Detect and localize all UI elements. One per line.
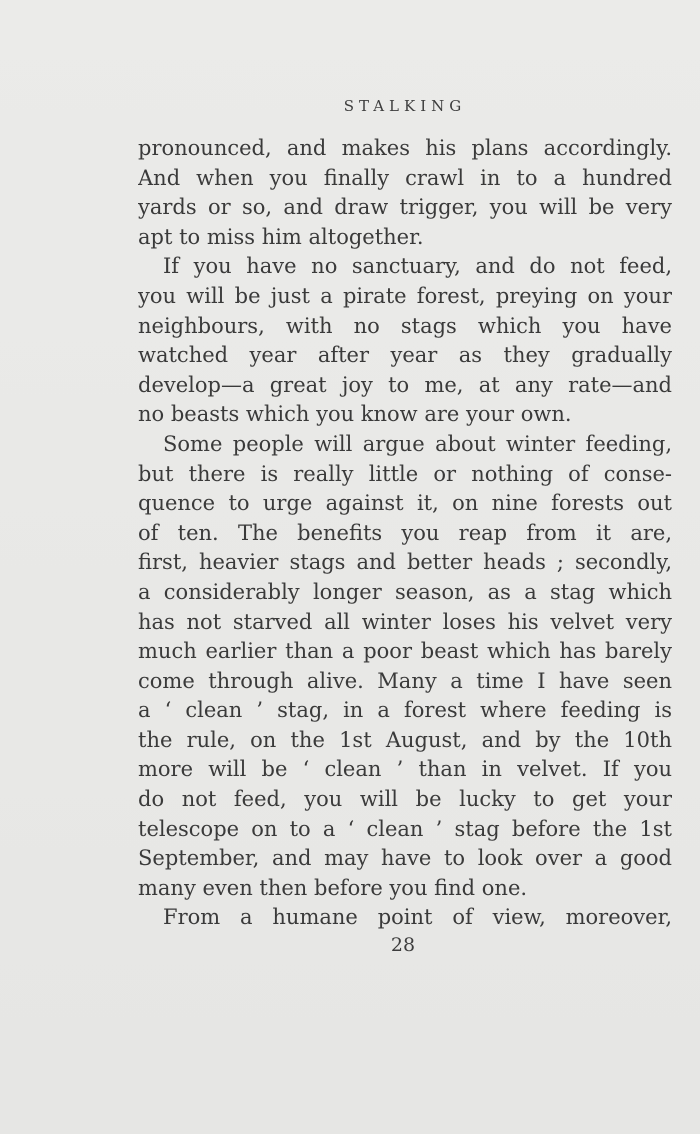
text-line: of ten. The benefits you reap from it are, — [138, 520, 672, 545]
text-line: much earlier than a poor beast which has barely — [138, 639, 672, 664]
paragraph-start-line: From a humane point of view, moreover, — [163, 905, 672, 930]
text-line: a ‘ clean ’ stag, in a forest where feeding is — [138, 698, 672, 723]
text-line: neighbours, with no stags which you have — [138, 313, 672, 338]
running-head: STALKING — [343, 97, 467, 115]
text-line: And when you finally crawl in to a hundred — [138, 165, 672, 190]
text-line: but there is really little or nothing of conse- — [138, 461, 672, 486]
text-line: first, heavier stags and better heads ; secondly, — [138, 550, 672, 575]
text-line: pronounced, and makes his plans accordingly. — [138, 136, 672, 160]
text-line: more will be ‘ clean ’ than in velvet. If you — [138, 757, 672, 782]
text-line: you will be just a pirate forest, preying on your — [138, 283, 672, 308]
text-line: yards or so, and draw trigger, you will be very — [138, 195, 672, 220]
text-line: no beasts which you know are your own. — [138, 402, 572, 427]
page-number: 28 — [390, 934, 416, 956]
text-line: quence to urge against it, on nine forests out — [138, 491, 672, 516]
text-line: do not feed, you will be lucky to get your — [138, 787, 672, 812]
text-line: apt to miss him altogether. — [138, 224, 424, 249]
text-line: has not starved all winter loses his velvet very — [138, 609, 672, 634]
body-text — [138, 134, 672, 933]
text-line: come through alive. Many a time I have seen — [138, 668, 672, 693]
paragraph-start-line: If you have no sanctuary, and do not feed, — [163, 254, 672, 279]
text-line: develop—a great joy to me, at any rate—and — [138, 372, 672, 397]
text-line: the rule, on the 1st August, and by the 10th — [138, 727, 672, 752]
paragraph-start-line: Some people will argue about winter feeding, — [163, 431, 672, 456]
text-line: a considerably longer season, as a stag which — [138, 579, 672, 604]
text-line: September, and may have to look over a good — [138, 846, 672, 871]
text-line: watched year after year as they gradually — [138, 343, 672, 368]
text-line: telescope on to a ‘ clean ’ stag before the 1st — [138, 816, 672, 841]
text-line: many even then before you find one. — [138, 875, 528, 900]
